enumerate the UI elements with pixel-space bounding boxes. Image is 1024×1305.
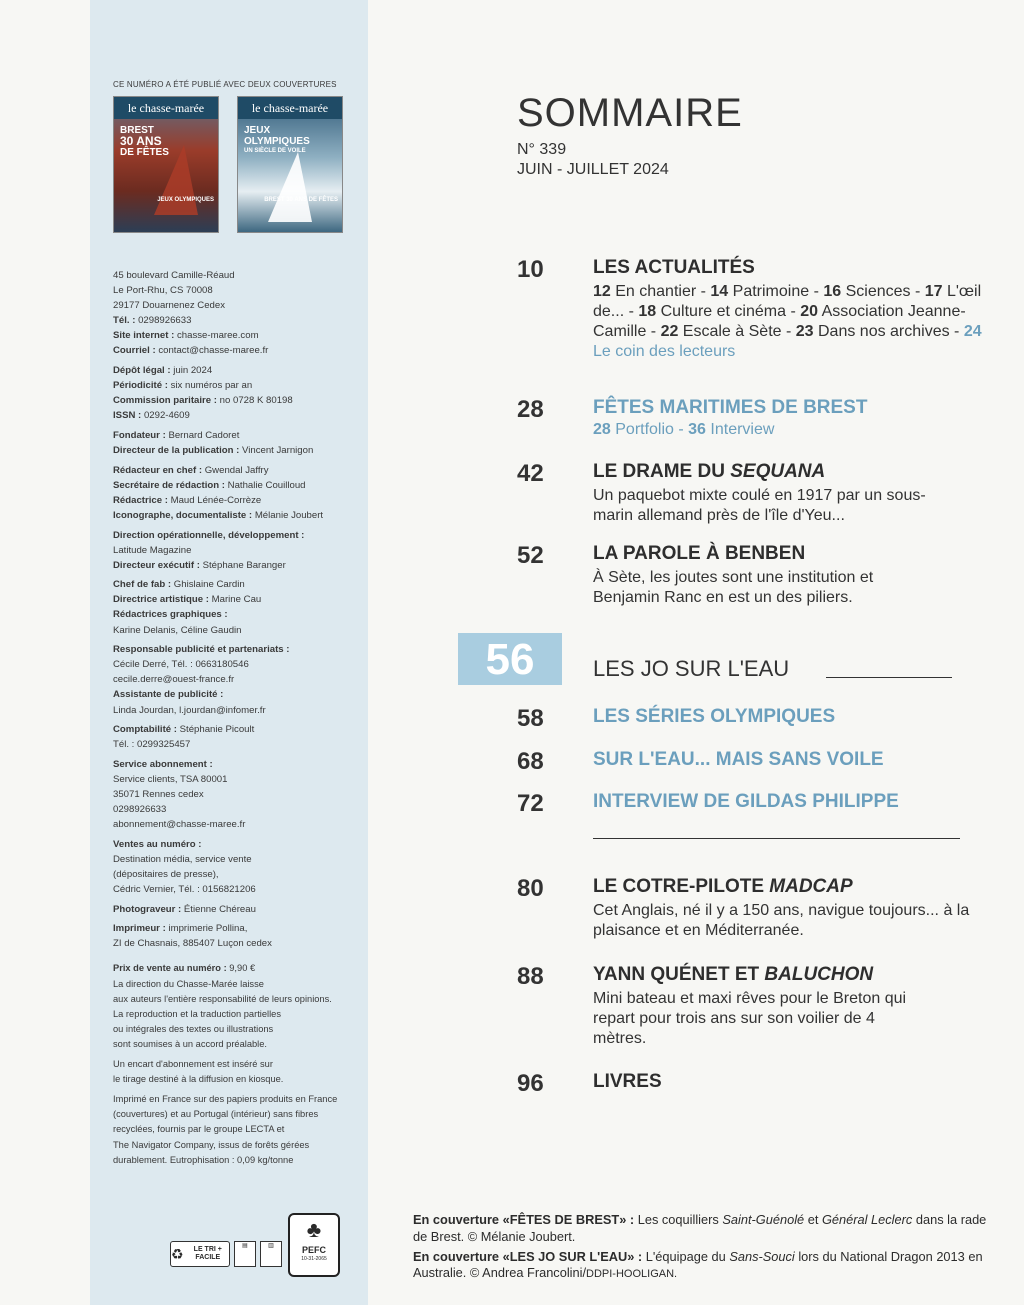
entry-subsections: 12 En chantier - 14 Patrimoine - 16 Sciences - 17 L'œil de... - 18 Culture et cinéma - 20 Association Jeanne-Camille - 22 Escale à Sète - 23 Dans nos archives - 24 Le coin des lecteurs: [593, 283, 982, 360]
address-block: 45 boulevard Camille-Réaud Le Port-Rhu, CS 70008 29177 Douarnenez Cedex Tél. : 0298926633 Site internet : chasse-maree.com Courriel : contact@chasse-maree.fr: [113, 270, 269, 357]
subscription-block: Service abonnement : Service clients, TSA 80001 35071 Rennes cedex 0298926633 abonnement@chasse-maree.fr: [113, 757, 358, 832]
entry-title: LE COTRE-PILOTE MADCAP: [593, 876, 853, 897]
paper-bin-icon: ▤: [234, 1241, 256, 1267]
tree-icon: ♣: [306, 1217, 322, 1242]
issue-date: JUIN - JUILLET 2024: [517, 161, 669, 178]
subscription-email-link[interactable]: abonnement@chasse-maree.fr: [113, 819, 246, 831]
entry-description: Cet Anglais, né il y a 150 ans, navigue toujours... à la plaisance et en Méditerranée.: [593, 902, 970, 939]
legal-block: Dépôt légal : juin 2024 Périodicité : six numéros par an Commission paritaire : no 0728 K 80198 ISSN : 0292-4609: [113, 365, 293, 422]
fabrication-block: Chef de fab : Ghislaine Cardin Directrice artistique : Marine Cau Rédactrices graphiques : Karine Delanis, Céline Gaudin: [113, 579, 262, 636]
editorial-block: Rédacteur en chef : Gwendal Jaffry Secrétaire de rédaction : Nathalie Couilloud Rédactrice : Maud Lénée-Corrèze Iconographe, documentaliste : Mélanie Joubert: [113, 464, 324, 521]
entry-title: INTERVIEW DE GILDAS PHILIPPE: [593, 791, 899, 812]
page-number: 68: [517, 748, 544, 775]
printer-block: Imprimeur : imprimerie Pollina, ZI de Chasnais, 885407 Luçon cedex: [113, 923, 272, 950]
cover-masthead: le chasse-marée: [114, 97, 218, 119]
entry-title: LIVRES: [593, 1071, 662, 1092]
printing-info-block: Imprimé en France sur des papiers produits en France (couvertures) et au Portugal (intérieur) sans fibres recyclées, fournis par le groupe LECTA et The Navigator Company, issus de forêts gérées durablement. Eutrophisation : 0,09 kg/tonne: [113, 1094, 338, 1165]
page-number: 72: [517, 790, 544, 817]
recycling-logo: ♻ LE TRI + FACILE: [170, 1241, 230, 1267]
photograveur-block: Photograveur : Étienne Chéreau: [113, 903, 256, 915]
page-number: 58: [517, 705, 544, 732]
advertising-block: Responsable publicité et partenariats : Cécile Derré, Tél. : 0663180546 cecile.derre@ouest-france.fr Assistante de publicité : Linda Jourdan, l.jourdan@infomer.fr: [113, 642, 358, 717]
page-number: 52: [517, 542, 544, 569]
entry-title: LE DRAME DU SEQUANA: [593, 461, 826, 482]
credit-brest: En couverture «FÊTES DE BREST» : Les coquilliers Saint-Guénolé et Général Leclerc dans la rade de Brest. © Mélanie Joubert.: [413, 1212, 987, 1244]
cover-credits: [413, 1212, 1003, 1286]
founders-block: Fondateur : Bernard Cadoret Directeur de la publication : Vincent Jarnigon: [113, 429, 314, 457]
sail-graphic: [268, 152, 312, 222]
entry-description: Mini bateau et maxi rêves pour le Breton qui repart pour trois ans sur son voilier de 4 mètres.: [593, 990, 907, 1047]
bin-icon: ▥: [260, 1241, 282, 1267]
section-rule: [826, 677, 952, 678]
entry-subsections: 28 Portfolio - 36 Interview: [593, 421, 775, 438]
section-title[interactable]: LES JO SUR L'EAU: [593, 656, 790, 681]
cover-side-text: BREST 30 ANS DE FÊTES: [264, 197, 338, 203]
entry-title: YANN QUÉNET ET BALUCHON: [593, 964, 874, 985]
cover-masthead: le chasse-marée: [238, 97, 342, 119]
pefc-logo: ♣ PEFC 10-31-2065: [288, 1213, 340, 1277]
page-number: 96: [517, 1070, 544, 1097]
insert-block: Un encart d'abonnement est inséré sur le tirage destiné à la diffusion en kiosque.: [113, 1059, 284, 1085]
issue-number: N° 339: [517, 141, 567, 158]
cover-jo-image: [237, 96, 343, 233]
page-title: SOMMAIRE: [517, 91, 743, 135]
credit-jo: En couverture «LES JO SUR L'EAU» : L'équipage du Sans-Souci lors du National Dragon 2013 en Australie. © Andrea Francolini/DDPI-HOOLIGAN.: [413, 1248, 983, 1281]
page-number: 28: [517, 396, 544, 423]
page-number: 10: [517, 256, 544, 283]
entry-title: LA PAROLE À BENBEN: [593, 543, 806, 564]
price-block: Prix de vente au numéro : 9,90 € La direction du Chasse-Marée laisse aux auteurs l'entière responsabilité de leurs opinions. La reproduction et la traduction partielles ou intégrales des textes ou illustrations sont soumises à un accord préalable.: [113, 963, 332, 1050]
entry-title: SUR L'EAU... MAIS SANS VOILE: [593, 749, 884, 770]
header: [517, 90, 743, 180]
eco-logos: [170, 1213, 345, 1277]
sales-block: Ventes au numéro : Destination média, service vente (dépositaires de presse), Cédric Vernier, Tél. : 0156821206: [113, 838, 256, 896]
entry-title: LES SÉRIES OLYMPIQUES: [593, 706, 836, 727]
cover-brest-image: [113, 96, 219, 233]
entry-description: Un paquebot mixte coulé en 1917 par un sous-marin allemand près de l'île d'Yeu...: [593, 487, 926, 524]
cover-side-text: JEUX OLYMPIQUES: [157, 197, 214, 203]
covers-caption: CE NUMÉRO A ÉTÉ PUBLIÉ AVEC DEUX COUVERTURES: [113, 80, 337, 89]
accounting-block: Comptabilité : Stéphanie Picoult Tél. : 0299325457: [113, 724, 255, 751]
page-number: 80: [517, 875, 544, 902]
page-number: 42: [517, 460, 544, 487]
operations-block: Direction opérationnelle, développement : Latitude Magazine Directeur exécutif : Stéphane Baranger: [113, 529, 305, 571]
advertising-email-link[interactable]: cecile.derre@ouest-france.fr: [113, 674, 235, 686]
page-number: 88: [517, 963, 544, 990]
entry-description: À Sète, les joutes sont une institution et Benjamin Ranc en est un des piliers.: [593, 569, 874, 606]
recycle-icon: ♻: [171, 1246, 184, 1262]
colophon: [113, 268, 358, 1173]
section-page-number: 56: [485, 635, 535, 684]
entry-title: FÊTES MARITIMES DE BREST: [593, 397, 868, 418]
entry-title: LES ACTUALITÉS: [593, 257, 755, 278]
site-link[interactable]: chasse-maree.com: [176, 330, 259, 342]
section-end-rule: [593, 838, 960, 839]
cover-headline: JEUX OLYMPIQUES UN SIÈCLE DE VOILE: [244, 125, 310, 154]
cover-headline: BREST 30 ANS DE FÊTES: [120, 125, 169, 158]
email-link[interactable]: contact@chasse-maree.fr: [158, 345, 269, 357]
